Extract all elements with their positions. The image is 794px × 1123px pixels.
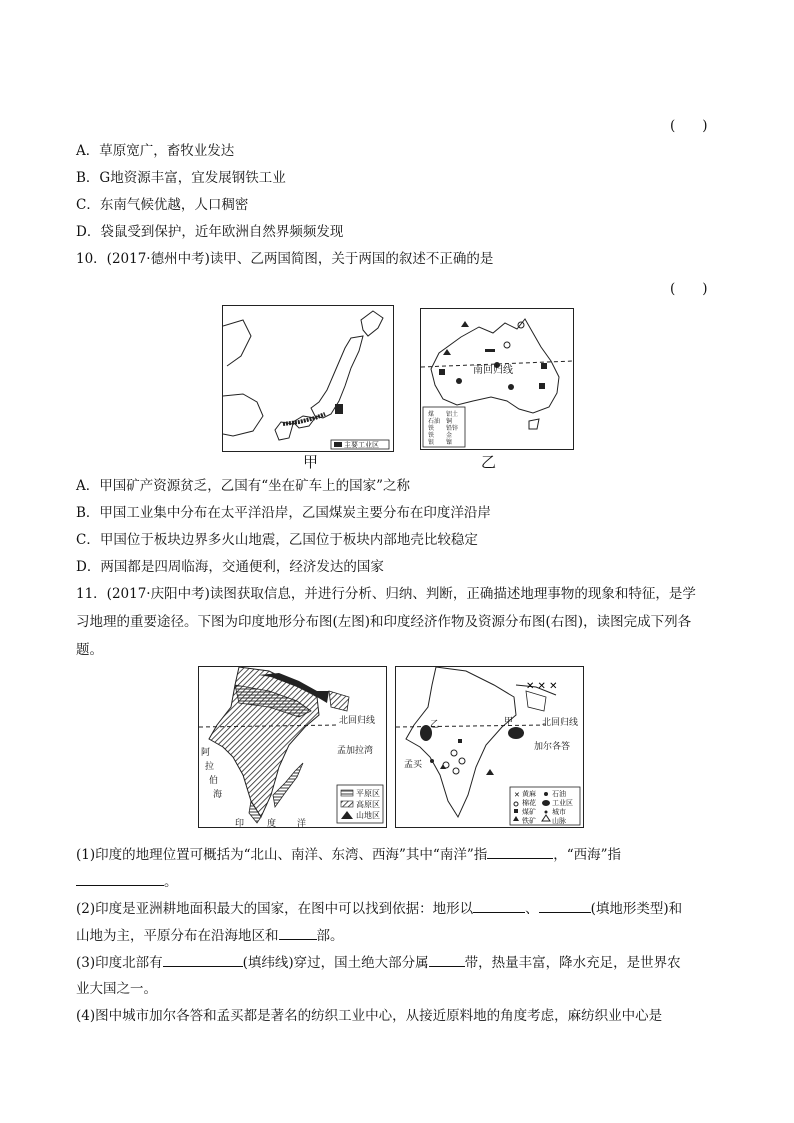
aus-legend-nickel: 镍 [446,439,453,446]
q11-sub2-text-e: 部。 [316,928,344,944]
answer-blank-latitude-line[interactable] [163,952,243,967]
legend-iron: 铁矿 [522,817,536,825]
indian-ocean-char-3: 洋 [297,819,307,829]
q11-stem-line-1: 11．(2017·庆阳中考)读图获取信息，并进行分析、归纳、判断，正确描述地理事物的现象和特征，是学 [76,586,696,602]
aus-legend-silver: 银 [428,439,435,446]
legend-industrial: 工业区 [552,799,573,807]
q11-sub3-text-a: (3)印度北部有 [76,955,163,971]
legend-mountain: 山地区 [356,811,380,820]
arabian-sea-char-3: 伯 [209,776,219,786]
q11-sub1-text-c: 。 [164,874,178,890]
bay-of-bengal-label: 孟加拉湾 [337,746,374,756]
q11-sub3-text-b: (填纬线)穿过，国土绝大部分属 [242,955,429,971]
mumbai-label: 孟买 [404,760,423,770]
arabian-sea-char-4: 海 [213,790,223,800]
arabian-sea-char-2: 拉 [205,762,215,772]
label-jia: 甲 [504,717,514,727]
answer-blank-south-ocean[interactable] [487,844,553,859]
indian-ocean-char-2: 度 [267,819,277,829]
q10-option-d: D．两国都是四周临海，交通便利，经济发达的国家 [76,559,384,575]
legend-city: 城市 [552,808,566,816]
q11-stem-line-3: 题。 [76,642,103,658]
india-resources-map [395,666,584,828]
india-terrain-map [198,666,387,828]
map-label-yi: 乙 [481,453,497,471]
q10-option-a: A．甲国矿产资源贫乏，乙国有“坐在矿车上的国家”之称 [76,478,411,494]
q11-sub2-line-2 [76,925,344,946]
svg-text:✕: ✕ [514,791,520,799]
q11-sub2-text-b: 、 [525,901,539,917]
q11-sub2-line-1 [76,898,682,919]
q11-sub2-text-d: 山地为主，平原分布在沿海地区和 [76,928,279,944]
indian-ocean-char-1: 印 [235,819,245,829]
q11-sub1-text-b: ，“西海”指 [553,847,622,863]
answer-blank-plain-location[interactable] [279,925,317,940]
aus-legend-coal: 煤 [428,411,435,418]
label-yi: 乙 [430,720,440,730]
legend-plateau: 高原区 [356,800,380,809]
answer-blank-terrain-1[interactable] [473,898,525,913]
left-map-tropic-label: 北回归线 [339,716,376,726]
q11-stem-line-2: 习地理的重要途径。下图为印度地形分布图(左图)和印度经济作物及资源分布图(右图)，读图完成下列各 [76,614,692,630]
q9-option-a: A．草原宽广，畜牧业发达 [76,143,235,159]
aus-legend-bauxite: 铝土 [446,411,459,418]
legend-cotton: 棉花 [522,799,536,807]
map-label-jia: 甲 [303,453,319,471]
aus-legend-copper: 铜 [446,418,453,425]
legend-jute: 黄麻 [522,790,536,798]
q11-sub1-line-2 [76,871,178,892]
aus-legend-iron: 铁 [428,425,435,432]
legend-mountain-range: 山脉 [552,817,566,825]
q10-stem: 10．(2017·德州中考)读甲、乙两国简图，关于两国的叙述不正确的是 [76,251,494,267]
q11-sub1-line-1 [76,844,621,865]
kolkata-label: 加尔各答 [534,742,571,752]
q9-option-b: B．G地资源丰富，宜发展钢铁工业 [76,170,286,186]
aus-legend-iron-2: 铁 [428,432,435,439]
q11-sub3-text-c: 带，热量丰富，降水充足，是世界农 [464,955,681,971]
q9-option-c: C．东南气候优越，人口稠密 [76,197,249,213]
q11-sub3-line-1 [76,952,681,973]
japan-map-legend: 主要工业区 [344,441,379,449]
aus-legend-gold: 金 [446,432,453,439]
answer-blank-terrain-2[interactable] [539,898,591,913]
tropic-capricorn-label: 南回归线 [473,365,513,376]
q11-sub1-text-a: (1)印度的地理位置可概括为“北山、南洋、东湾、西海”其中“南洋”指 [76,847,488,863]
svg-text:✕ ✕ ✕: ✕ ✕ ✕ [526,681,558,692]
q10-option-c: C．甲国位于板块边界多火山地震，乙国位于板块内部地壳比较稳定 [76,532,478,548]
answer-blank-temperature-zone[interactable] [429,952,465,967]
aus-legend-oil: 石油 [428,418,441,425]
answer-blank-west-sea[interactable] [76,871,164,886]
q10-answer-paren: ( ) [670,281,708,297]
q10-option-b: B．甲国工业集中分布在太平洋沿岸，乙国煤炭主要分布在印度洋沿岸 [76,505,491,521]
australia-map [420,308,574,450]
q9-option-d: D．袋鼠受到保护，近年欧洲自然界频频发现 [76,224,344,240]
legend-oil: 石油 [552,790,566,798]
q11-sub3-line-2: 业大国之一。 [76,981,157,997]
japan-map [222,305,394,452]
q9-answer-paren: ( ) [670,118,708,134]
aus-legend-lead-zinc: 铅锌 [446,425,459,432]
q11-sub2-text-c: (填地形类型)和 [590,901,683,917]
right-map-tropic-label: 北回归线 [542,718,579,728]
q11-sub2-text-a: (2)印度是亚洲耕地面积最大的国家，在图中可以找到依据：地形以 [76,901,474,917]
legend-coal: 煤矿 [522,808,536,816]
arabian-sea-char-1: 阿 [201,748,211,758]
q11-sub4-line-1: (4)图中城市加尔各答和孟买都是著名的纺织工业中心，从接近原料地的角度考虑，麻纺织业中心是 [76,1008,663,1024]
legend-plain: 平原区 [356,789,380,798]
